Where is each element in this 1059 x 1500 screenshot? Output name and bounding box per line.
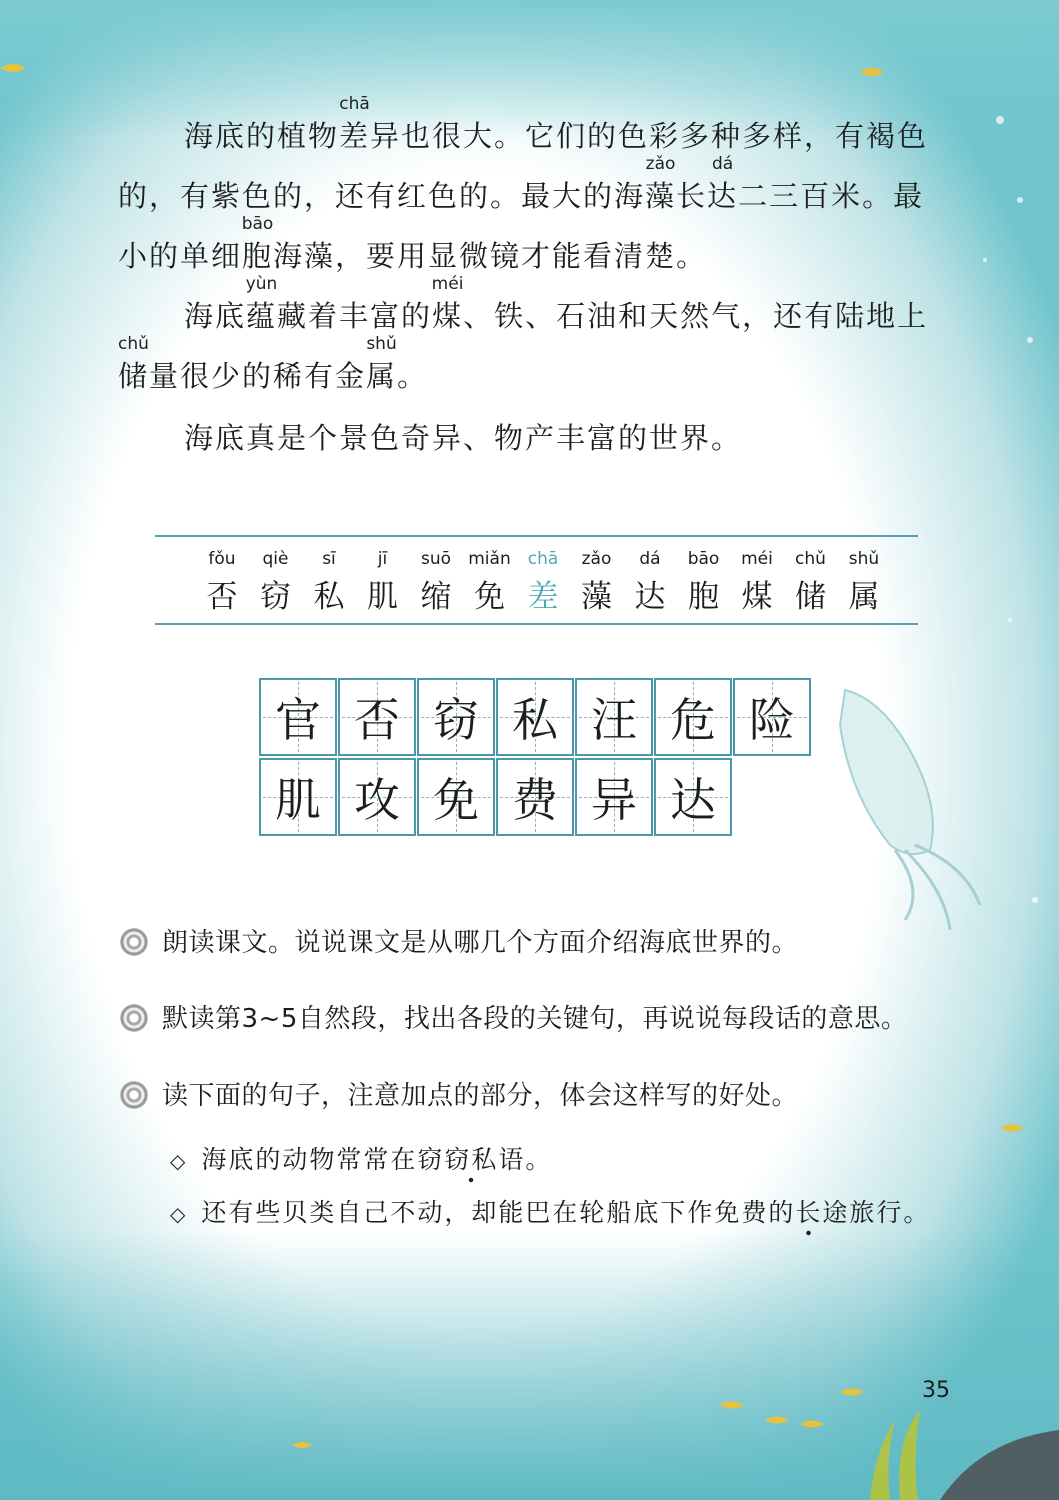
grid-cell <box>575 758 653 836</box>
text-segment: 海底的植物 <box>184 119 340 153</box>
pinyin-label: yùn <box>245 274 278 294</box>
grid-cell <box>496 678 574 756</box>
text-segment: 量很少的稀有金 <box>149 359 367 393</box>
line <box>118 421 958 484</box>
vocab-item <box>463 549 517 616</box>
vocab-pinyin: sī <box>322 549 336 569</box>
text-segment: 长 <box>676 179 708 213</box>
text-segment: 。 <box>397 359 429 393</box>
paragraph-summary <box>118 421 958 484</box>
vocab-item <box>730 549 784 616</box>
vocab-item <box>356 549 410 616</box>
grid-character: 否 <box>354 693 400 747</box>
vocab-character: 差 <box>527 579 559 615</box>
pinyin-label: dá <box>711 154 734 174</box>
vocab-character: 胞 <box>688 579 719 615</box>
vocab-pinyin: suō <box>420 549 452 569</box>
annotated-character <box>118 334 150 393</box>
character: 属 <box>366 359 398 393</box>
grid-cell <box>338 758 416 836</box>
vocab-character: 缩 <box>420 579 452 615</box>
question-icon <box>120 1081 148 1109</box>
sentence-text: 还有些贝类自己不动，却能巴在轮船底下作 <box>201 1198 715 1227</box>
paragraph-plants <box>118 94 958 302</box>
grid-cell <box>733 678 811 756</box>
annotated-character <box>339 94 371 153</box>
annotated-character <box>366 334 398 393</box>
vocab-pinyin: jī <box>377 549 388 569</box>
text-segment: 海藻，要用显微镜才能看清楚。 <box>273 239 708 273</box>
character: 煤 <box>432 299 464 333</box>
text-segment: 海底 <box>184 299 247 333</box>
question-3 <box>120 1075 798 1112</box>
question-1 <box>120 922 798 959</box>
emphasized-text: 免费的长途旅行 <box>714 1198 903 1237</box>
vocab-item <box>249 549 303 616</box>
pinyin-label: bāo <box>241 214 274 234</box>
sentence-text: 海底的动物常常在 <box>201 1145 418 1174</box>
question-text: 朗读课文。说说课文是从哪几个方面介绍海底世界的。 <box>162 928 799 958</box>
pinyin-label: chǔ <box>118 334 149 354</box>
vocab-pinyin: miǎn <box>468 549 511 569</box>
vocab-character: 属 <box>848 579 880 615</box>
vocab-pinyin: chā <box>527 549 559 569</box>
grid-character: 险 <box>749 693 795 747</box>
vocab-item <box>195 549 249 616</box>
vocab-item <box>677 549 731 616</box>
new-characters-bar <box>155 535 918 625</box>
question-icon <box>120 1004 148 1032</box>
vocab-pinyin: bāo <box>687 549 720 569</box>
vocab-item <box>623 549 677 616</box>
vocab-item <box>302 549 356 616</box>
text-segment: 二三百米。最 <box>738 179 925 213</box>
text-segment: 藏着丰富的 <box>277 299 433 333</box>
pinyin-label: shǔ <box>366 334 397 354</box>
character: 差 <box>339 119 371 153</box>
vocab-item <box>409 549 463 616</box>
grid-cell <box>654 758 732 836</box>
vocab-item <box>784 549 838 616</box>
text-segment: 的，有紫色的，还有红色的。最大的海 <box>118 179 646 213</box>
emphasized-text: 窃窃私语 <box>417 1145 525 1184</box>
vocab-item <box>516 549 570 616</box>
character: 藻 <box>645 179 677 213</box>
vocab-pinyin: chǔ <box>795 549 826 569</box>
diamond-bullet-icon: ◇ <box>170 1149 188 1173</box>
annotated-character <box>645 154 677 213</box>
text-segment: 、铁、石油和天然气，还有陆地上 <box>463 299 929 333</box>
vocab-item <box>837 549 891 616</box>
annotated-character <box>707 154 739 213</box>
vocab-pinyin: méi <box>741 549 773 569</box>
line <box>118 94 958 182</box>
vocab-character: 否 <box>206 579 238 615</box>
paragraph-minerals <box>118 274 958 422</box>
vocab-character: 储 <box>795 579 826 615</box>
grid-cell <box>654 678 732 756</box>
annotated-character <box>241 214 274 273</box>
grid-character: 异 <box>591 773 637 827</box>
character: 储 <box>118 359 150 393</box>
vocab-pinyin: shǔ <box>848 549 880 569</box>
vocab-character: 肌 <box>367 579 398 615</box>
question-text: 默读第3~5自然段，找出各段的关键句，再说说每段话的意思。 <box>162 1004 908 1034</box>
vocab-character: 私 <box>313 579 345 615</box>
vocab-item <box>570 549 624 616</box>
grid-character: 危 <box>670 693 716 747</box>
grid-cell <box>259 678 337 756</box>
character: 胞 <box>242 239 274 273</box>
grid-character: 攻 <box>354 773 400 827</box>
text-segment: 海底真是个景色奇异、物产丰富的世界。 <box>184 421 743 455</box>
line <box>118 274 958 362</box>
vocab-pinyin: dá <box>639 549 661 569</box>
vocab-pinyin: fǒu <box>208 549 236 569</box>
vocab-character: 煤 <box>741 579 773 615</box>
vocab-character: 免 <box>474 579 505 615</box>
grid-cell <box>575 678 653 756</box>
question-icon <box>120 928 148 956</box>
grid-character: 免 <box>433 773 479 827</box>
grid-character: 私 <box>512 693 558 747</box>
grid-cell <box>338 678 416 756</box>
annotated-character <box>245 274 278 333</box>
vocab-character: 藻 <box>581 579 612 615</box>
grid-cell <box>417 678 495 756</box>
question-2 <box>120 998 907 1035</box>
vocab-character: 窃 <box>260 579 291 615</box>
grid-character: 肌 <box>275 773 321 827</box>
line <box>118 214 958 302</box>
pinyin-label: chā <box>339 94 370 114</box>
page-number: 35 <box>922 1378 950 1403</box>
question-text: 读下面的句子，注意加点的部分，体会这样写的好处。 <box>162 1081 799 1111</box>
grid-character: 费 <box>512 773 558 827</box>
line <box>118 334 958 422</box>
grid-cell <box>496 758 574 836</box>
sentence-punct: 。 <box>903 1198 931 1227</box>
grid-character: 窃 <box>433 693 479 747</box>
grid-character: 达 <box>670 773 716 827</box>
grid-cell <box>259 758 337 836</box>
diamond-bullet-icon: ◇ <box>170 1202 188 1226</box>
grid-character: 官 <box>275 693 321 747</box>
pinyin-label: méi <box>431 274 464 294</box>
vocab-character: 达 <box>634 579 666 615</box>
grid-cell <box>417 758 495 836</box>
character: 蕴 <box>246 299 278 333</box>
pinyin-label: zǎo <box>645 154 676 174</box>
vocab-pinyin: qiè <box>262 549 289 569</box>
text-segment: 异也很大。它们的色彩多种多样，有褐色 <box>370 119 929 153</box>
text-segment: 小的单细 <box>118 239 243 273</box>
vocab-pinyin: zǎo <box>581 549 612 569</box>
character: 达 <box>707 179 739 213</box>
sentence-punct: 。 <box>525 1145 553 1174</box>
example-sentence-2 <box>170 1193 930 1229</box>
grid-character: 汪 <box>591 693 637 747</box>
example-sentence-1 <box>170 1140 552 1176</box>
annotated-character <box>431 274 464 333</box>
